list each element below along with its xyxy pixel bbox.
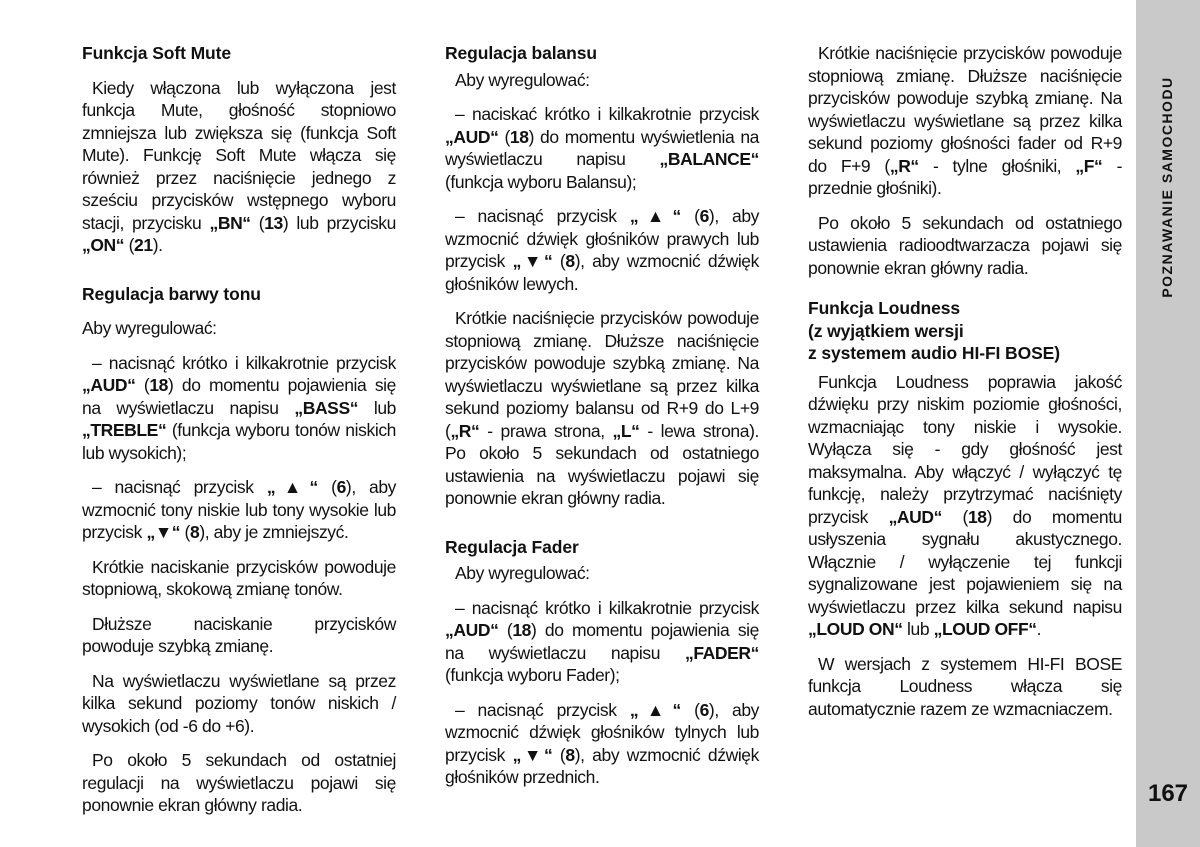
paragraph-fader-info: Krótkie naciśnięcie przycisków powoduje stopniową zmianę. Dłuższe naciśnięcie przycisków powoduje szybką zmianę. Na wyświetlaczu wyświetlane są przez kilka sekund poziomy głośności fader od R+9 do F+9 („R“ - tylne głośniki, „F“ - przednie głośniki). [808, 43, 1122, 198]
paragraph-fader-timeout: Po około 5 sekundach od ostatniego ustawienia radioodtwarzacza pojawi się ponownie ekran główny radia. [808, 212, 1122, 278]
chapter-title-text: POZNAWANIE SAMOCHODU [1159, 76, 1175, 298]
heading-soft-mute: Funkcja Soft Mute [82, 43, 231, 63]
heading-loudness-line2: (z wyjątkiem wersji [808, 320, 964, 341]
chapter-title [1152, 42, 1182, 332]
column-middle [445, 42, 759, 801]
heading-tone: Regulacja barwy tonu [82, 283, 261, 304]
heading-loudness-line3: z systemem audio HI-FI BOSE) [808, 343, 1060, 363]
paragraph-tone-long-press: Dłuższe naciskanie przycisków powoduje szybką zmianę. [82, 613, 396, 656]
paragraph-tone-step2: – nacisnąć przycisk „▲“ (6), aby wzmocnić tony niskie lub tony wysokie lub przycisk „▼“ (8), aby je zmniejszyć. [82, 477, 397, 542]
paragraph-balance-intro: Aby wyregulować: [455, 69, 590, 90]
paragraph-fader-intro: Aby wyregulować: [455, 563, 590, 583]
paragraph-tone-display: Na wyświetlaczu wyświetlane są przez kilka sekund poziomy tonów niskich / wysokich (od -6 do +6). [82, 670, 396, 736]
paragraph-fader-step2: – nacisnąć przycisk „▲“ (6), aby wzmocnić dźwięk głośników tylnych lub przycisk „▼“ (8), aby wzmocnić dźwięk głośników przednich. [445, 699, 760, 787]
column-right [808, 42, 1122, 732]
paragraph-fader-step1: – nacisnąć krótko i kilkakrotnie przycisk „AUD“ (18) do momentu pojawienia się na wyświetlaczu napisu „FADER“ (funkcja wyboru Fader); [445, 597, 759, 685]
paragraph-loudness: Funkcja Loudness poprawia jakość dźwięku przy niskim poziomie głośności, wzmacniając tony niskie i wysokie. Wyłącza się - gdy głośność jest maksymalna. Aby włączyć / wyłączyć tę funkcję, należy przytrzymać naciśnięty przycisk „AUD“ (18) do momentu usłyszenia sygnału akustycznego. Włącznie / wyłączenie tej funkcji sygnalizowane jest pojawieniem się na wyświetlaczu przez kilka sekund napisu „LOUD ON“ lub „LOUD OFF“. [808, 371, 1122, 639]
paragraph-tone-step1: – nacisnąć krótko i kilkakrotnie przycisk „AUD“ (18) do momentu pojawienia się na wyświetlaczu napisu „BASS“ lub „TREBLE“ (funkcja wyboru tonów niskich lub wysokich); [82, 352, 396, 463]
heading-balance: Regulacja balansu [445, 43, 597, 63]
paragraph-soft-mute: Kiedy włączona lub wyłączona jest funkcja Mute, głośność stopniowo zmniejsza lub zwiększa się (funkcja Soft Mute). Funkcję Soft Mute włącza się również przez naciśnięcie jednego z sześciu przycisków wstępnego wyboru stacji, przycisku „BN“ (13) lub przycisku „ON“ (21). [82, 77, 396, 255]
page-number: 167 [1147, 780, 1189, 807]
paragraph-loudness-bose: W wersjach z systemem HI-FI BOSE funkcja Loudness włącza się automatycznie razem ze wzmacniaczem. [808, 653, 1122, 719]
paragraph-tone-intro: Aby wyregulować: [82, 318, 217, 338]
paragraph-tone-timeout: Po około 5 sekundach od ostatniej regulacji na wyświetlaczu pojawi się ponownie ekran główny radia. [82, 750, 396, 815]
paragraph-balance-step1: – naciskać krótko i kilkakrotnie przycisk „AUD“ (18) do momentu wyświetlenia na wyświetlaczu napisu „BALANCE“ (funkcja wyboru Balansu); [445, 104, 760, 192]
heading-fader: Regulacja Fader [445, 536, 579, 557]
column-left [82, 42, 396, 829]
heading-loudness [808, 297, 1122, 365]
heading-loudness-line1: Funkcja Loudness [808, 298, 961, 318]
paragraph-balance-step2: – nacisnąć przycisk „▲“ (6), aby wzmocnić dźwięk głośników prawych lub przycisk „▼“ (8), aby wzmocnić dźwięk głośników lewych. [445, 206, 760, 294]
paragraph-tone-short-press: Krótkie naciskanie przycisków powoduje stopniową, skokową zmianę tonów. [82, 556, 396, 599]
paragraph-balance-info: Krótkie naciśnięcie przycisków powoduje stopniową zmianę. Dłuższe naciśnięcie przycisków powoduje szybką zmianę. Na wyświetlaczu wyświetlane są przez kilka sekund poziomy balansu od R+9 do L+9 („R“ - prawa strona, „L“ - lewa strona). Po około 5 sekundach od ostatniego ustawienia na wyświetlaczu pojawi się ponownie ekran główny radia. [445, 308, 759, 508]
